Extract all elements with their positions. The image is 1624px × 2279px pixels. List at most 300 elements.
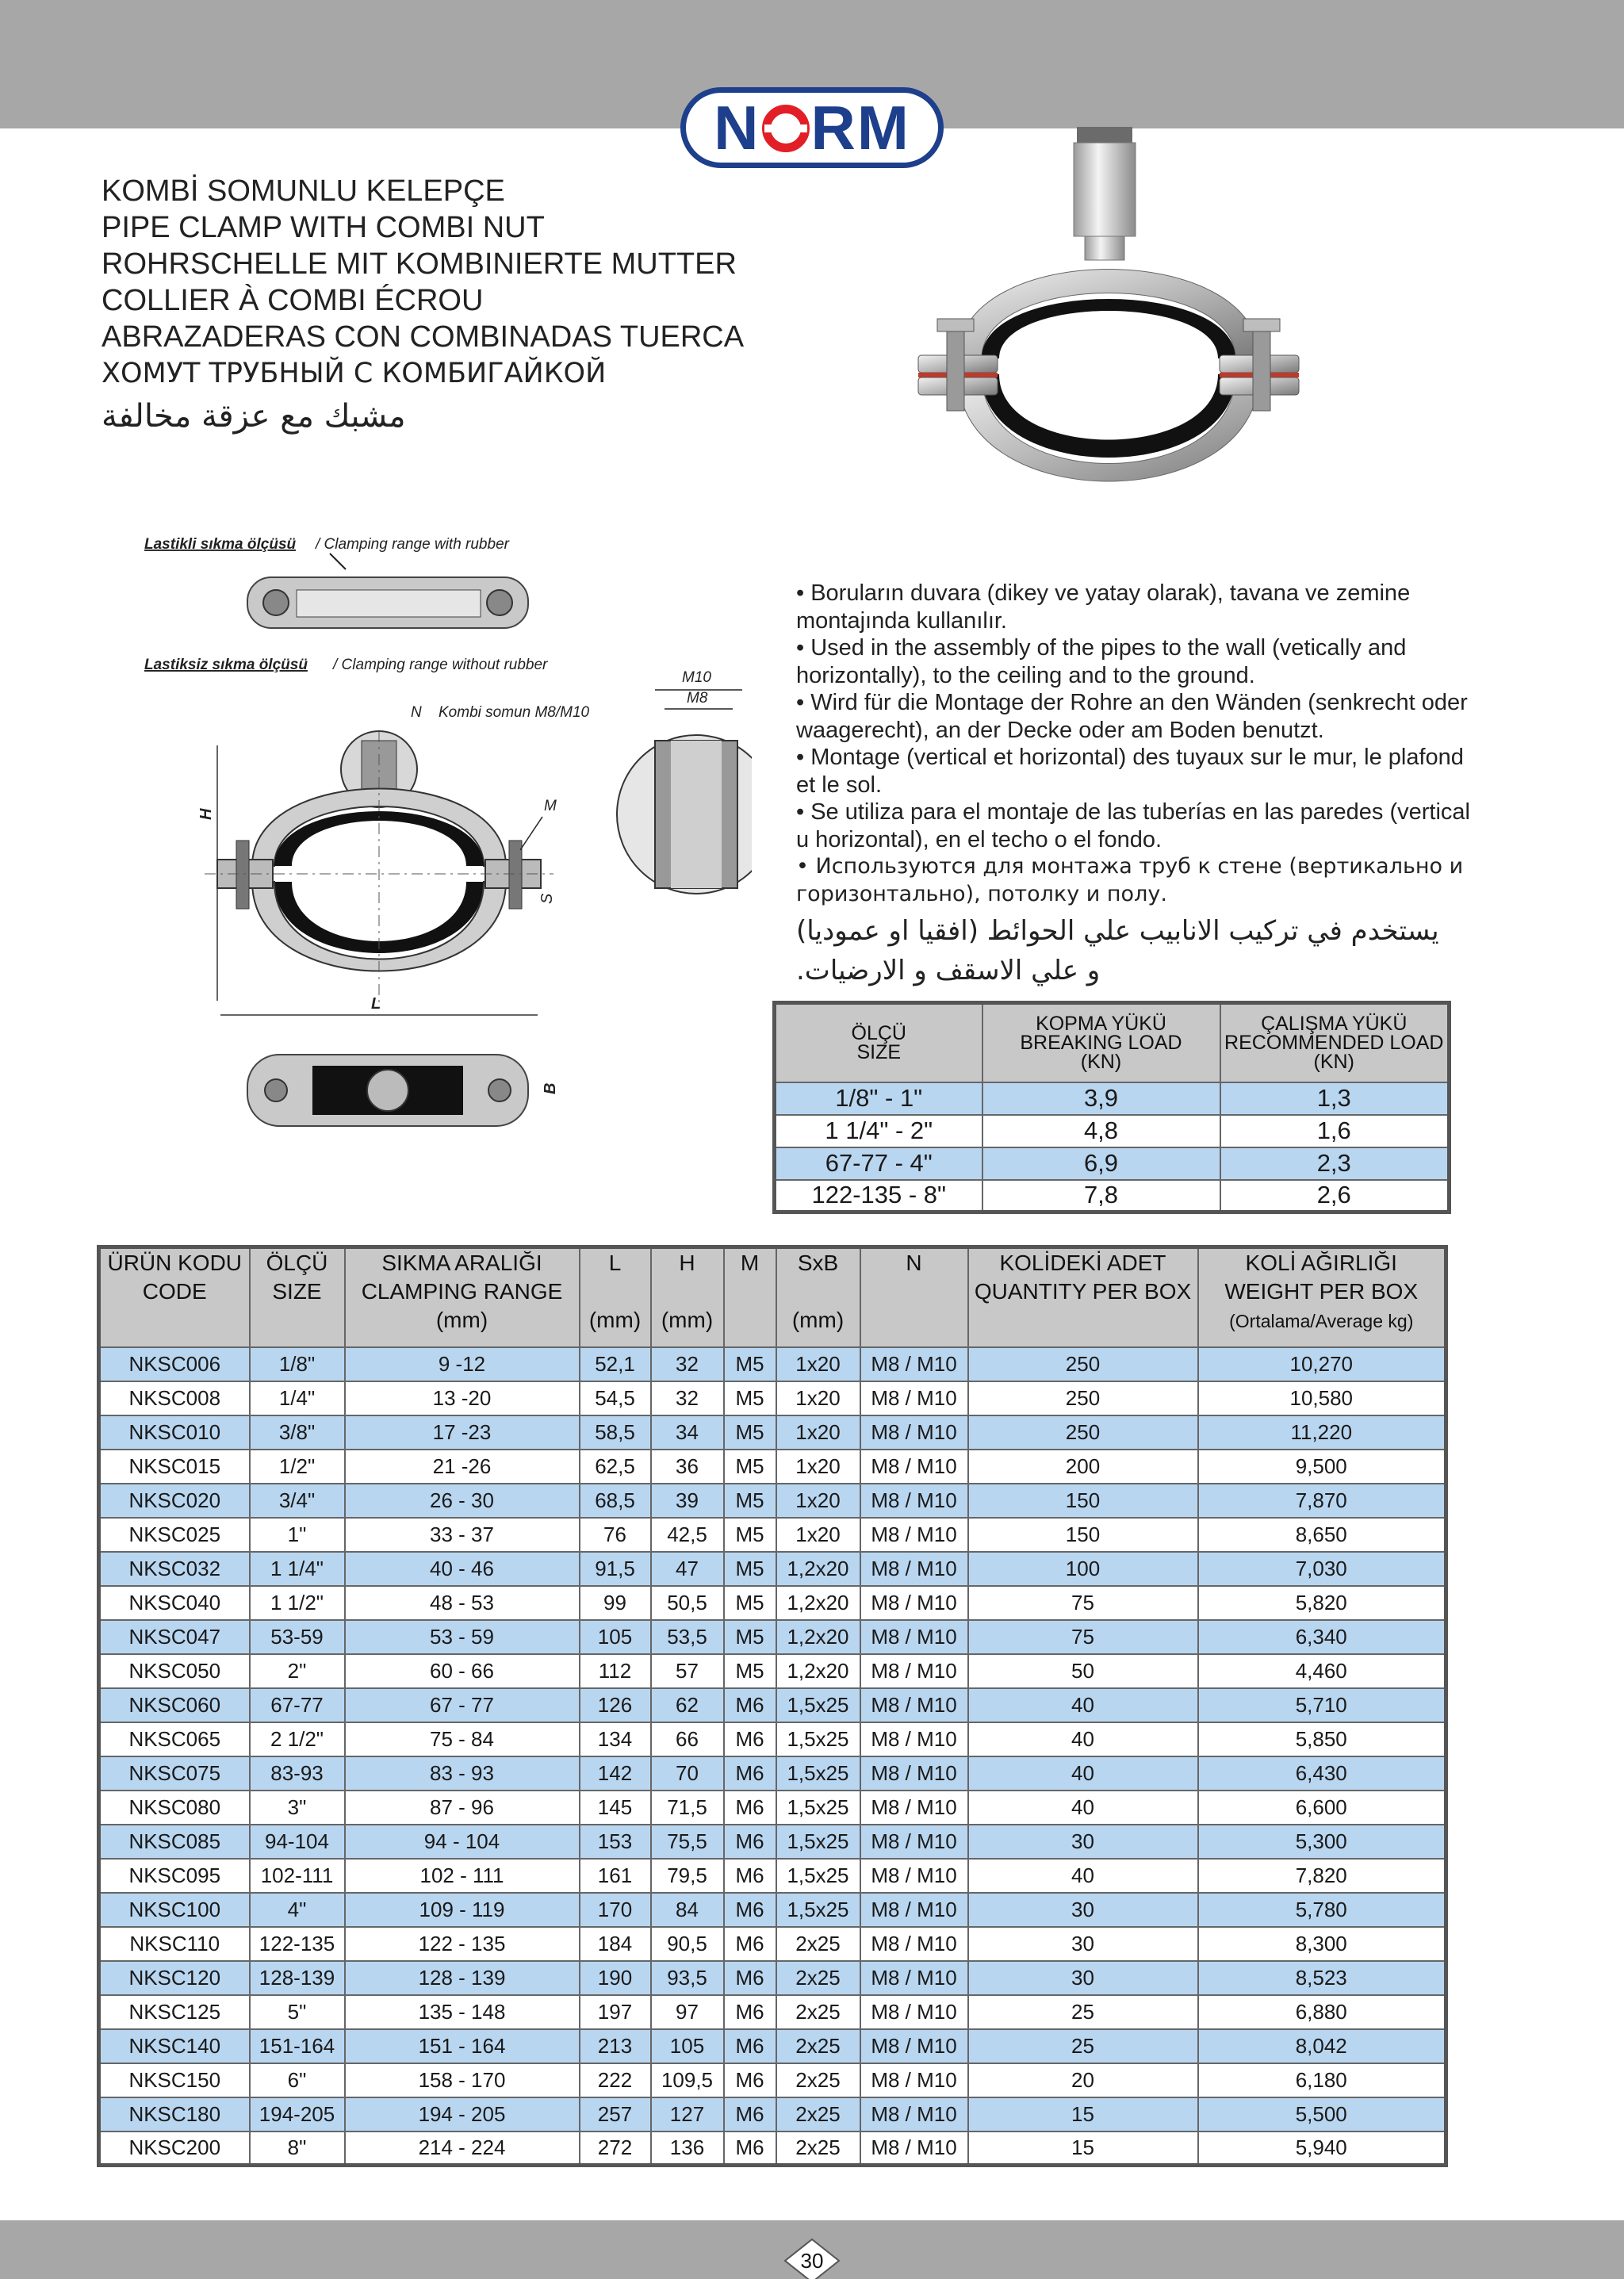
table-cell: 135 - 148 — [345, 1995, 580, 2029]
table-cell: 30 — [968, 1961, 1198, 1995]
table-cell: 8" — [250, 2132, 345, 2166]
table-cell: 79,5 — [651, 1859, 724, 1893]
table-cell: 68,5 — [580, 1484, 651, 1518]
table-cell: M5 — [724, 1450, 776, 1484]
logo-o-symbol — [762, 105, 810, 152]
table-cell: 1,2x20 — [776, 1620, 860, 1654]
table-cell: 190 — [580, 1961, 651, 1995]
table-cell: 67-77 — [250, 1688, 345, 1722]
load-header-size-en: SIZE — [856, 1041, 902, 1064]
table-cell: 91,5 — [580, 1552, 651, 1586]
nut-top — [1077, 127, 1132, 144]
upper-clamp-band — [958, 270, 1259, 359]
label-clamping-without-rubber-en: / Clamping range without rubber — [333, 657, 548, 673]
table-cell: NKSC006 — [99, 1347, 250, 1381]
table-cell: 1,5x25 — [776, 1859, 860, 1893]
table-cell: 136 — [651, 2132, 724, 2166]
table-row — [99, 1552, 1446, 1586]
table-cell: 66 — [651, 1722, 724, 1756]
table-cell: M8 / M10 — [860, 1893, 968, 1927]
table-cell: 50 — [968, 1654, 1198, 1688]
table-cell: NKSC047 — [99, 1620, 250, 1654]
table-cell: 62,5 — [580, 1450, 651, 1484]
table-row — [99, 1586, 1446, 1620]
table-cell: 126 — [580, 1688, 651, 1722]
load-cell: 1/8" - 1" — [775, 1082, 982, 1115]
table-cell: 7,030 — [1198, 1552, 1446, 1586]
table-cell: 128 - 139 — [345, 1961, 580, 1995]
table-cell: M8 / M10 — [860, 2063, 968, 2097]
table-cell: M8 / M10 — [860, 2097, 968, 2132]
table-row — [99, 1654, 1446, 1688]
label-h: H — [197, 808, 215, 820]
table-cell: M8 / M10 — [860, 2029, 968, 2063]
label-s: S — [538, 893, 556, 904]
table-cell: 1x20 — [776, 1450, 860, 1484]
table-cell: 75 — [968, 1620, 1198, 1654]
load-cell: 7,8 — [982, 1180, 1220, 1212]
table-cell: M5 — [724, 1586, 776, 1620]
table-cell: 5,500 — [1198, 2097, 1446, 2132]
table-cell: 9 -12 — [345, 1347, 580, 1381]
table-cell: 122 - 135 — [345, 1927, 580, 1961]
load-cell: 1,3 — [1220, 1082, 1450, 1115]
page-number: 30 — [800, 2249, 824, 2273]
table-row — [99, 1756, 1446, 1791]
table-cell: 40 — [968, 1688, 1198, 1722]
table-cell: M8 / M10 — [860, 1450, 968, 1484]
table-cell: 3/8" — [250, 1415, 345, 1450]
table-cell: M6 — [724, 2097, 776, 2132]
table-cell: NKSC150 — [99, 2063, 250, 2097]
label-l: L — [371, 995, 381, 1013]
table-cell: 53,5 — [651, 1620, 724, 1654]
header-size — [250, 1247, 345, 1347]
table-cell: 1/8" — [250, 1347, 345, 1381]
table-cell: M6 — [724, 1756, 776, 1791]
table-cell: 94-104 — [250, 1825, 345, 1859]
table-cell: M8 / M10 — [860, 1927, 968, 1961]
table-cell: 1,5x25 — [776, 1756, 860, 1791]
table-cell: NKSC050 — [99, 1654, 250, 1688]
table-cell: 194-205 — [250, 2097, 345, 2132]
table-cell: 109,5 — [651, 2063, 724, 2097]
table-cell: 6,340 — [1198, 1620, 1446, 1654]
table-row — [99, 2132, 1446, 2166]
desc-ar: يستخدم في تركيب الانابيب علي الحوائط (افقيا او عموديا) و علي الاسقف و الارضيات. — [796, 915, 1439, 986]
table-cell: 93,5 — [651, 1961, 724, 1995]
table-cell: 26 - 30 — [345, 1484, 580, 1518]
table-cell: 30 — [968, 1893, 1198, 1927]
table-cell: M6 — [724, 1791, 776, 1825]
table-cell: 1x20 — [776, 1347, 860, 1381]
table-cell: 7,820 — [1198, 1859, 1446, 1893]
technical-drawing — [141, 533, 752, 1151]
load-cell: 2,3 — [1220, 1147, 1450, 1180]
product-table-header — [99, 1247, 1446, 1347]
table-cell: 40 — [968, 1722, 1198, 1756]
table-cell: M8 / M10 — [860, 1347, 968, 1381]
table-cell: 250 — [968, 1381, 1198, 1415]
table-cell: NKSC180 — [99, 2097, 250, 2132]
table-row — [99, 1620, 1446, 1654]
product-table — [97, 1245, 1448, 2167]
title-fr: COLLIER À COMBI ÉCROU — [102, 284, 484, 317]
table-cell: 8,650 — [1198, 1518, 1446, 1552]
load-header-breaking-tr: KOPMA YÜKÜ — [1036, 1013, 1166, 1036]
load-header-size-tr: ÖLÇÜ — [851, 1022, 906, 1045]
table-cell: 52,1 — [580, 1347, 651, 1381]
header-weight-en: WEIGHT PER BOX — [1224, 1279, 1419, 1304]
label-clamping-without-rubber-tr: Lastiksiz sıkma ölçüsü — [144, 657, 308, 673]
table-cell: M5 — [724, 1518, 776, 1552]
table-cell: M6 — [724, 2029, 776, 2063]
table-cell: M8 / M10 — [860, 1722, 968, 1756]
table-cell: 58,5 — [580, 1415, 651, 1450]
table-cell: 1,2x20 — [776, 1654, 860, 1688]
table-cell: NKSC140 — [99, 2029, 250, 2063]
load-header-recommended — [1220, 1003, 1450, 1082]
table-cell: 8,523 — [1198, 1961, 1446, 1995]
table-row — [99, 2097, 1446, 2132]
table-row — [99, 1518, 1446, 1552]
label-b: B — [542, 1082, 559, 1094]
table-cell: 2x25 — [776, 1927, 860, 1961]
table-cell: M8 / M10 — [860, 1688, 968, 1722]
load-header-breaking — [982, 1003, 1220, 1082]
table-cell: 25 — [968, 1995, 1198, 2029]
header-range-tr: SIKMA ARALIĞI — [381, 1251, 542, 1275]
logo-text — [714, 93, 910, 163]
header-sxb — [776, 1247, 860, 1347]
table-cell: 134 — [580, 1722, 651, 1756]
table-cell: M8 / M10 — [860, 1756, 968, 1791]
load-row — [775, 1180, 1450, 1212]
table-row — [99, 1450, 1446, 1484]
table-cell: 10,580 — [1198, 1381, 1446, 1415]
table-cell: M8 / M10 — [860, 1381, 968, 1415]
title-ar: مشبك مع عزقة مخالفة — [102, 398, 406, 435]
header-size-tr: ÖLÇÜ — [266, 1251, 328, 1275]
table-row — [99, 1381, 1446, 1415]
page-number-badge — [783, 2238, 841, 2279]
header-range-unit: (mm) — [435, 1308, 488, 1332]
product-photo — [887, 121, 1331, 565]
load-header-breaking-en: BREAKING LOAD — [1020, 1032, 1182, 1055]
table-cell: 99 — [580, 1586, 651, 1620]
header-size-en: SIZE — [272, 1279, 322, 1304]
table-cell: NKSC095 — [99, 1859, 250, 1893]
table-row — [99, 1859, 1446, 1893]
header-l-label: L — [608, 1251, 622, 1275]
table-cell: 40 — [968, 1859, 1198, 1893]
table-cell: 21 -26 — [345, 1450, 580, 1484]
table-cell: 1,5x25 — [776, 1688, 860, 1722]
table-row — [99, 2063, 1446, 2097]
header-weight-note: (Ortalama/Average kg) — [1229, 1311, 1414, 1331]
table-cell: NKSC020 — [99, 1484, 250, 1518]
table-cell: 122-135 — [250, 1927, 345, 1961]
table-row — [99, 2029, 1446, 2063]
table-cell: 60 - 66 — [345, 1654, 580, 1688]
table-cell: 1x20 — [776, 1484, 860, 1518]
table-row — [99, 1825, 1446, 1859]
header-h-unit: (mm) — [661, 1308, 714, 1332]
table-cell: 5,850 — [1198, 1722, 1446, 1756]
table-cell: NKSC200 — [99, 2132, 250, 2166]
title-de: ROHRSCHELLE MIT KOMBINIERTE MUTTER — [102, 247, 737, 281]
table-cell: 9,500 — [1198, 1450, 1446, 1484]
table-cell: 257 — [580, 2097, 651, 2132]
table-cell: 7,870 — [1198, 1484, 1446, 1518]
load-header-size — [775, 1003, 982, 1082]
table-cell: M8 / M10 — [860, 2132, 968, 2166]
table-cell: NKSC015 — [99, 1450, 250, 1484]
table-cell: 39 — [651, 1484, 724, 1518]
table-cell: M8 / M10 — [860, 1552, 968, 1586]
table-cell: 109 - 119 — [345, 1893, 580, 1927]
table-cell: M6 — [724, 2132, 776, 2166]
table-cell: 30 — [968, 1825, 1198, 1859]
table-cell: NKSC025 — [99, 1518, 250, 1552]
desc-es: • Se utiliza para el montaje de las tuberías en las paredes (vertical u horizontal), en el techo o el fondo. — [796, 799, 1470, 852]
product-table-body — [99, 1347, 1446, 2166]
load-cell: 2,6 — [1220, 1180, 1450, 1212]
label-n: N — [411, 704, 422, 721]
table-cell: 1x20 — [776, 1381, 860, 1415]
header-sxb-label: SxB — [797, 1251, 839, 1275]
table-cell: 48 - 53 — [345, 1586, 580, 1620]
desc-de: • Wird für die Montage der Rohre an den Wänden (senkrecht oder waagerecht), an der Decke oder am Boden benutzt. — [796, 690, 1468, 743]
table-cell: 102 - 111 — [345, 1859, 580, 1893]
table-cell: 145 — [580, 1791, 651, 1825]
table-cell: 158 - 170 — [345, 2063, 580, 2097]
table-cell: 6,430 — [1198, 1756, 1446, 1791]
table-cell: 42,5 — [651, 1518, 724, 1552]
table-cell: 3" — [250, 1791, 345, 1825]
header-weight-tr: KOLİ AĞIRLIĞI — [1245, 1251, 1397, 1275]
product-titles — [102, 173, 863, 435]
label-combi-nut: Kombi somun M8/M10 — [439, 704, 590, 721]
table-cell: 222 — [580, 2063, 651, 2097]
table-cell: 40 — [968, 1791, 1198, 1825]
table-cell: 8,300 — [1198, 1927, 1446, 1961]
table-cell: M8 / M10 — [860, 1995, 968, 2029]
table-cell: 161 — [580, 1859, 651, 1893]
table-cell: M8 / M10 — [860, 1518, 968, 1552]
table-cell: 15 — [968, 2132, 1198, 2166]
table-cell: 1 1/4" — [250, 1552, 345, 1586]
table-cell: 53 - 59 — [345, 1620, 580, 1654]
table-cell: 6" — [250, 2063, 345, 2097]
table-cell: 75,5 — [651, 1825, 724, 1859]
table-cell: 97 — [651, 1995, 724, 2029]
table-cell: NKSC032 — [99, 1552, 250, 1586]
load-cell: 1,6 — [1220, 1115, 1450, 1147]
table-cell: NKSC040 — [99, 1586, 250, 1620]
table-cell: 6,880 — [1198, 1995, 1446, 2029]
table-cell: 36 — [651, 1450, 724, 1484]
table-cell: 34 — [651, 1415, 724, 1450]
header-weight — [1198, 1247, 1446, 1347]
label-clamping-with-rubber-tr: Lastikli sıkma ölçüsü — [144, 536, 297, 553]
table-cell: 105 — [651, 2029, 724, 2063]
label-m: M — [544, 798, 557, 814]
table-cell: 2x25 — [776, 2063, 860, 2097]
table-row — [99, 1722, 1446, 1756]
logo-letter-n: N — [714, 93, 760, 163]
table-cell: 10,270 — [1198, 1347, 1446, 1381]
table-cell: 4" — [250, 1893, 345, 1927]
table-cell: M8 / M10 — [860, 1859, 968, 1893]
desc-tr: • Boruların duvara (dikey ve yatay olarak), tavana ve zemine montajında kullanılır. — [796, 580, 1411, 634]
table-cell: NKSC075 — [99, 1756, 250, 1791]
header-clamping-range — [345, 1247, 580, 1347]
load-row — [775, 1115, 1450, 1147]
table-cell: NKSC060 — [99, 1688, 250, 1722]
header-code-en: CODE — [142, 1279, 207, 1304]
load-row — [775, 1082, 1450, 1115]
table-cell: NKSC110 — [99, 1927, 250, 1961]
table-row — [99, 1791, 1446, 1825]
table-cell: 5" — [250, 1995, 345, 2029]
table-cell: 153 — [580, 1825, 651, 1859]
table-cell: 250 — [968, 1347, 1198, 1381]
table-cell: 112 — [580, 1654, 651, 1688]
table-cell: M8 / M10 — [860, 1961, 968, 1995]
table-cell: 1" — [250, 1518, 345, 1552]
table-cell: NKSC010 — [99, 1415, 250, 1450]
table-cell: 150 — [968, 1518, 1198, 1552]
table-cell: 142 — [580, 1756, 651, 1791]
lower-clamp-band — [958, 374, 1259, 481]
header-n-label: N — [906, 1251, 922, 1275]
load-table-header — [775, 1003, 1450, 1082]
table-cell: 87 - 96 — [345, 1791, 580, 1825]
load-cell: 1 1/4" - 2" — [775, 1115, 982, 1147]
header-l — [580, 1247, 651, 1347]
table-cell: 128-139 — [250, 1961, 345, 1995]
table-cell: 32 — [651, 1381, 724, 1415]
table-cell: 83 - 93 — [345, 1756, 580, 1791]
table-cell: 170 — [580, 1893, 651, 1927]
table-row — [99, 1688, 1446, 1722]
header-m-label: M — [740, 1251, 760, 1275]
table-cell: NKSC100 — [99, 1893, 250, 1927]
table-cell: 17 -23 — [345, 1415, 580, 1450]
table-cell: 1/2" — [250, 1450, 345, 1484]
table-cell: 194 - 205 — [345, 2097, 580, 2132]
table-cell: 200 — [968, 1450, 1198, 1484]
table-cell: 25 — [968, 2029, 1198, 2063]
table-row — [99, 1415, 1446, 1450]
table-row — [99, 1484, 1446, 1518]
load-table — [772, 1001, 1451, 1214]
table-cell: 2 1/2" — [250, 1722, 345, 1756]
load-header-breaking-unit: (KN) — [1080, 1051, 1122, 1074]
load-cell: 4,8 — [982, 1115, 1220, 1147]
table-cell: M8 / M10 — [860, 1791, 968, 1825]
table-row — [99, 1995, 1446, 2029]
desc-en: • Used in the assembly of the pipes to the wall (vetically and horizontally), to the ceiling and to the ground. — [796, 635, 1407, 688]
logo-letters-rm: RM — [810, 93, 910, 163]
title-tr: KOMBİ SOMUNLU KELEPÇE — [102, 174, 505, 208]
table-cell: 1,5x25 — [776, 1722, 860, 1756]
table-cell: 213 — [580, 2029, 651, 2063]
table-cell: 30 — [968, 1927, 1198, 1961]
table-cell: 75 — [968, 1586, 1198, 1620]
table-cell: M6 — [724, 1825, 776, 1859]
table-cell: M8 / M10 — [860, 1415, 968, 1450]
table-cell: M6 — [724, 1995, 776, 2029]
table-cell: M6 — [724, 1859, 776, 1893]
table-cell: 5,710 — [1198, 1688, 1446, 1722]
table-cell: 84 — [651, 1893, 724, 1927]
table-cell: 2" — [250, 1654, 345, 1688]
desc-fr: • Montage (vertical et horizontal) des tuyaux sur le mur, le plafond et le sol. — [796, 745, 1464, 798]
table-cell: 40 - 46 — [345, 1552, 580, 1586]
right-screw — [1253, 324, 1270, 411]
table-cell: 13 -20 — [345, 1381, 580, 1415]
table-cell: M6 — [724, 1722, 776, 1756]
table-cell: 83-93 — [250, 1756, 345, 1791]
table-cell: 100 — [968, 1552, 1198, 1586]
load-row — [775, 1147, 1450, 1180]
table-cell: 1,2x20 — [776, 1586, 860, 1620]
header-m — [724, 1247, 776, 1347]
table-cell: 127 — [651, 2097, 724, 2132]
table-cell: 102-111 — [250, 1859, 345, 1893]
table-cell: M5 — [724, 1552, 776, 1586]
table-cell: 151 - 164 — [345, 2029, 580, 2063]
table-cell: M8 / M10 — [860, 1484, 968, 1518]
label-m8: M8 — [687, 690, 708, 707]
table-cell: 53-59 — [250, 1620, 345, 1654]
table-row — [99, 1927, 1446, 1961]
table-cell: NKSC120 — [99, 1961, 250, 1995]
table-cell: 105 — [580, 1620, 651, 1654]
table-cell: 20 — [968, 2063, 1198, 2097]
header-quantity — [968, 1247, 1198, 1347]
table-cell: 15 — [968, 2097, 1198, 2132]
table-cell: 76 — [580, 1518, 651, 1552]
table-cell: 94 - 104 — [345, 1825, 580, 1859]
table-cell: M8 / M10 — [860, 1586, 968, 1620]
table-cell: 4,460 — [1198, 1654, 1446, 1688]
table-cell: 272 — [580, 2132, 651, 2166]
table-cell: M5 — [724, 1654, 776, 1688]
table-cell: 75 - 84 — [345, 1722, 580, 1756]
table-cell: 90,5 — [651, 1927, 724, 1961]
table-cell: 2x25 — [776, 1961, 860, 1995]
table-cell: M6 — [724, 1688, 776, 1722]
table-row — [99, 1893, 1446, 1927]
left-screw — [947, 324, 964, 411]
header-qty-en: QUANTITY PER BOX — [974, 1279, 1192, 1304]
load-cell: 3,9 — [982, 1082, 1220, 1115]
table-cell: 2x25 — [776, 2029, 860, 2063]
header-code-tr: ÜRÜN KODU — [107, 1251, 243, 1275]
table-cell: M6 — [724, 1893, 776, 1927]
table-cell: NKSC080 — [99, 1791, 250, 1825]
table-cell: 11,220 — [1198, 1415, 1446, 1450]
table-cell: 50,5 — [651, 1586, 724, 1620]
table-cell: 5,780 — [1198, 1893, 1446, 1927]
table-cell: 71,5 — [651, 1791, 724, 1825]
header-n — [860, 1247, 968, 1347]
table-cell: M5 — [724, 1415, 776, 1450]
table-cell: M8 / M10 — [860, 1654, 968, 1688]
